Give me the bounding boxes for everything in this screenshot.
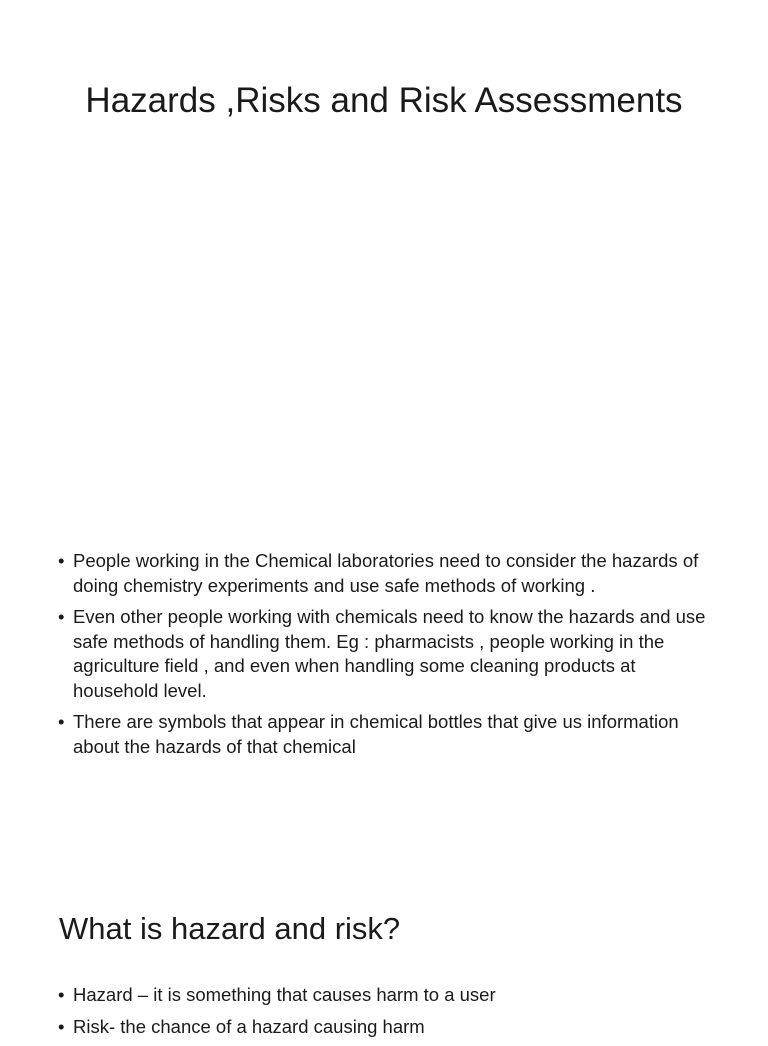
slide-title: Hazards ,Risks and Risk Assessments bbox=[85, 81, 683, 120]
list-item bbox=[58, 1015, 718, 1040]
definition-bullet-list bbox=[58, 983, 718, 1046]
bullet-marker: • bbox=[58, 1015, 65, 1037]
bullet-text: Hazard – it is something that causes harm to a user bbox=[73, 984, 496, 1005]
bullet-text: There are symbols that appear in chemical bottles that give us information about the hazards of that chemical bbox=[73, 711, 679, 757]
list-item bbox=[58, 983, 718, 1008]
bullet-text: People working in the Chemical laboratories need to consider the hazards of doing chemistry experiments and use safe methods of working . bbox=[73, 550, 699, 596]
bullet-marker: • bbox=[58, 550, 65, 571]
bullet-marker: • bbox=[58, 711, 65, 732]
bullet-marker: • bbox=[58, 606, 65, 627]
list-item bbox=[58, 710, 718, 759]
bullet-marker: • bbox=[58, 984, 65, 1005]
list-item bbox=[58, 605, 718, 703]
section-heading: What is hazard and risk? bbox=[59, 911, 401, 946]
list-item bbox=[58, 549, 718, 598]
bullet-text: Even other people working with chemicals need to know the hazards and use safe methods of handling them. Eg : pharmacists , people working in the agriculture field , and even when handling some cleaning products at household level. bbox=[73, 606, 706, 701]
bullet-text: Risk- the chance of a hazard causing harm bbox=[73, 1015, 425, 1037]
intro-bullet-list bbox=[58, 549, 718, 766]
